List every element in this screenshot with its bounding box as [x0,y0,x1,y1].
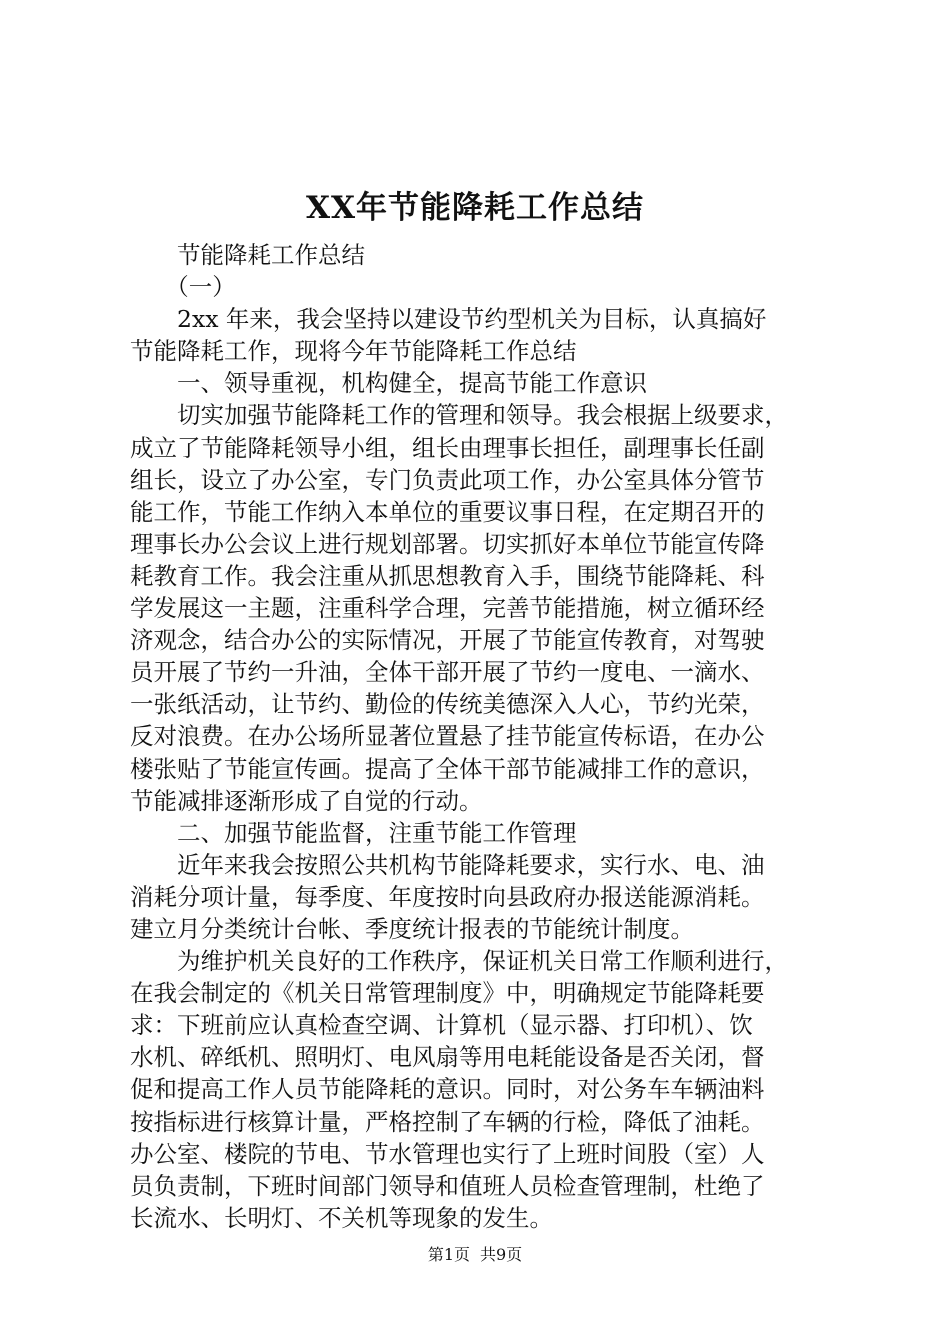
document-title: XX年节能降耗工作总结 [305,190,645,226]
text-line: 切实加强节能降耗工作的管理和领导。我会根据上级要求， [130,401,788,430]
text-line: 员开展了节约一升油，全体干部开展了节约一度电、一滴水、 [130,658,765,687]
text-line: 成立了节能降耗领导小组，组长由理事长担任，副理事长任副 [130,433,765,462]
page-total: 共9页 [480,1245,523,1264]
text-line: 在我会制定的《机关日常管理制度》中，明确规定节能降耗要 [130,979,765,1008]
text-line: 2xx 年来，我会坚持以建设节约型机关为目标，认真搞好 [130,305,767,334]
text-line: 一、领导重视，机构健全，提高节能工作意识 [130,369,647,398]
text-line: 建立月分类统计台帐、季度统计报表的节能统计制度。 [130,914,694,943]
text-line: 水机、碎纸机、照明灯、电风扇等用电耗能设备是否关闭，督 [130,1043,765,1072]
text-line: 消耗分项计量，每季度、年度按时向县政府办报送能源消耗。 [130,882,765,911]
text-line: 节能降耗工作总结 [130,241,365,269]
text-line: 员负责制，下班时间部门领导和值班人员检查管理制，杜绝了 [130,1171,765,1200]
text-line: 学发展这一主题，注重科学合理，完善节能措施，树立循环经 [130,594,765,623]
document-body [130,239,830,1234]
text-line: 节能减排逐渐形成了自觉的行动。 [130,786,483,815]
text-line: 近年来我会按照公共机构节能降耗要求，实行水、电、油 [130,850,765,879]
page-footer [0,1243,950,1267]
text-line: 能工作，节能工作纳入本单位的重要议事日程，在定期召开的 [130,497,765,526]
text-line: 节能降耗工作，现将今年节能降耗工作总结 [130,337,577,366]
text-line: 楼张贴了节能宣传画。提高了全体干部节能减排工作的意识， [130,754,765,783]
text-line: （一） [130,273,236,302]
text-line: 为维护机关良好的工作秩序，保证机关日常工作顺利进行， [130,947,788,976]
text-line: 促和提高工作人员节能降耗的意识。同时，对公务车车辆油料 [130,1075,765,1104]
text-line: 济观念，结合办公的实际情况，开展了节能宣传教育，对驾驶 [130,626,765,655]
text-line: 长流水、长明灯、不关机等现象的发生。 [130,1203,553,1232]
text-line: 反对浪费。在办公场所显著位置悬了挂节能宣传标语，在办公 [130,722,765,751]
text-line: 按指标进行核算计量，严格控制了车辆的行检，降低了油耗。 [130,1107,765,1136]
text-line: 求：下班前应认真检查空调、计算机（显示器、打印机）、饮 [130,1011,753,1040]
text-line: 耗教育工作。我会注重从抓思想教育入手，围绕节能降耗、科 [130,561,765,590]
text-line: 二、加强节能监督，注重节能工作管理 [130,818,577,847]
text-line: 一张纸活动，让节约、勤俭的传统美德深入人心，节约光荣， [130,690,765,719]
text-line: 理事长办公会议上进行规划部署。切实抓好本单位节能宣传降 [130,529,765,558]
text-line: 办公室、楼院的节电、节水管理也实行了上班时间股（室）人 [130,1139,765,1168]
page-number: 第1页 [427,1245,470,1264]
text-line: 组长，设立了办公室，专门负责此项工作，办公室具体分管节 [130,465,765,494]
